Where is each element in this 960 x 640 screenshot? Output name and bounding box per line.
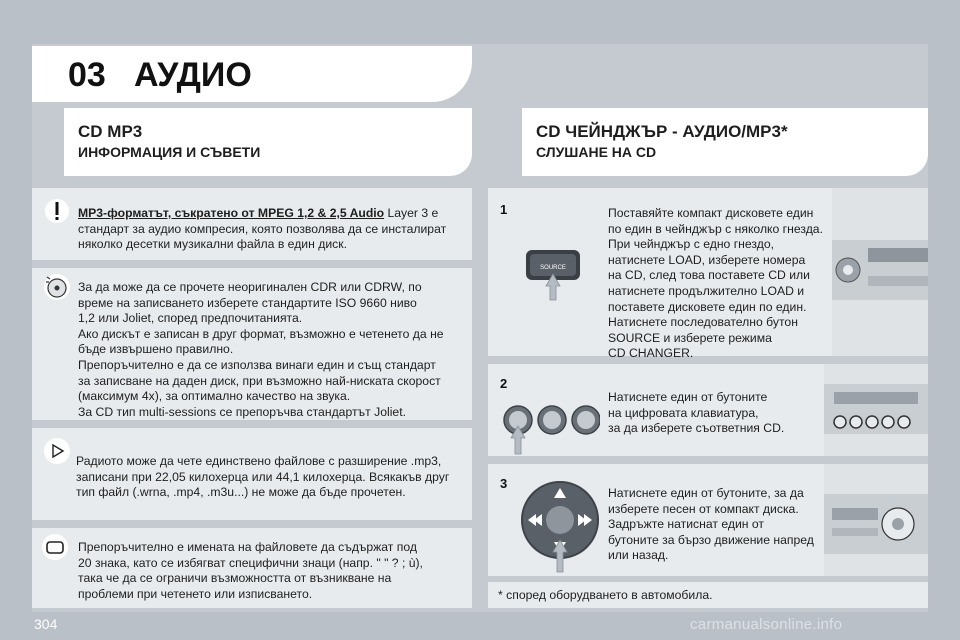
- radio-photo-2: [824, 364, 928, 456]
- radio-photo-1: [832, 188, 928, 356]
- step-1-line: Поставяйте компакт дисковете един: [608, 206, 814, 220]
- disc-icon: [42, 272, 72, 302]
- step-1-line: поставете дисковете един по един.: [608, 299, 807, 314]
- step-1-line: SOURCE и изберете режима: [608, 330, 772, 345]
- note-mp3-bold: MP3-форматът, съкратено от MPEG 1,2 & 2,5 Audio: [78, 206, 385, 220]
- note-cdr-line: време на записването изберете стандартите ISO 9660 ниво: [78, 295, 417, 310]
- step-1-line: CD CHANGER.: [608, 346, 694, 361]
- step-1-line: на CD, след това поставете CD или: [608, 268, 810, 283]
- note-file-names-text: [78, 540, 470, 602]
- step-3-number: 3: [500, 476, 508, 491]
- play-icon: [42, 436, 72, 466]
- note-cdr-line: бъде извършено правилно.: [78, 342, 234, 357]
- step-2-line: Натиснете един от бутоните: [608, 390, 768, 404]
- seek-pad-illustration: [518, 478, 602, 574]
- chapter-number: 03: [68, 56, 106, 94]
- note-mp3-line-2: няколко десетки музикални файла в един диск.: [78, 237, 347, 252]
- step-1-line: Натиснете последователно бутон: [608, 315, 798, 330]
- note-file-types: [32, 428, 472, 520]
- note-file-names-line: 20 знака, като се избягват специфични знаци (напр. " " ? ; ù),: [78, 555, 423, 570]
- note-cdr-line: За CD тип multi-sessions се препоръчва стандартът Joliet.: [78, 404, 406, 419]
- step-1-line: натиснете продължително LOAD и: [608, 283, 805, 298]
- step-1-number: 1: [500, 202, 508, 217]
- step-3-text: [608, 486, 834, 564]
- left-section-subtitle: ИНФОРМАЦИЯ И СЪВЕТИ: [78, 144, 261, 160]
- note-mp3-line-1: стандарт за аудио компресия, която позволява да се инсталират: [78, 221, 447, 236]
- source-button-illustration: [524, 246, 584, 302]
- note-file-types-text: [76, 454, 470, 501]
- note-file-names-line: проблеми при четенето или изписването.: [78, 586, 313, 601]
- numeric-keys-illustration: [500, 398, 600, 456]
- step-2-number: 2: [500, 376, 508, 391]
- note-cdr-line: за записване на даден диск, при възможно най-ниската скорост: [78, 373, 441, 388]
- step-3-line: Натиснете един от бутоните, за да: [608, 486, 804, 500]
- step-2-line: за да изберете съответния CD.: [608, 421, 785, 436]
- note-cdr-formats: [32, 268, 472, 420]
- file-icon: [40, 532, 70, 562]
- right-section-header: [522, 108, 928, 176]
- right-section-subtitle: СЛУШАНЕ НА CD: [536, 144, 657, 160]
- note-cdr-line: Препоръчително е да се използва винаги един и същ стандарт: [78, 357, 436, 372]
- note-file-types-line: тип файл (.wrna, .mp4, .m3u...) не може да бъде прочетен.: [76, 485, 406, 500]
- note-file-names-line: Препоръчително е имената на файловете да съдържат под: [78, 540, 417, 554]
- watermark: carmanualsonline.info: [690, 616, 843, 633]
- step-1-line: При чейнджър с едно гнездо,: [608, 237, 774, 252]
- page-number: 304: [34, 616, 58, 632]
- note-cdr-line: 1,2 или Joliet, според предпочитанията.: [78, 311, 303, 326]
- chapter-title: АУДИО: [134, 56, 252, 94]
- note-cdr-line: За да може да се прочете неоригинален CDR или CDRW, по: [78, 280, 422, 294]
- source-button-label: SOURCE: [540, 265, 566, 271]
- step-2-text: [608, 390, 828, 437]
- warning-icon: [42, 196, 72, 226]
- note-file-names-line: така че да се ограничи възможността от възникване на: [78, 571, 392, 586]
- left-section-title: CD MP3: [78, 122, 143, 141]
- step-3-line: Задръжте натиснат един от: [608, 517, 764, 532]
- left-section-header: [64, 108, 472, 176]
- note-cdr-line: (максимум 4x), за оптимално качество на звука.: [78, 389, 351, 404]
- step-1-line: натиснете LOAD, изберете номера: [608, 252, 806, 267]
- note-file-types-line: Радиото може да чете единствено файлове с разширение .mp3,: [76, 454, 442, 468]
- step-3-line: бутоните за бързо движение напред: [608, 532, 814, 547]
- note-file-types-line: записани при 22,05 килохерца или 44,1 килохерца. Всякакъв друг: [76, 469, 450, 484]
- step-1-text: [608, 206, 830, 362]
- note-mp3-text: [78, 206, 468, 253]
- note-file-names: [32, 528, 472, 608]
- radio-photo-3: [824, 464, 928, 576]
- note-cdr-line: Ако дискът е записан в друг формат, възможно е четенето да не: [78, 326, 444, 341]
- footnote-text: * според оборудването в автомобила.: [498, 588, 713, 602]
- note-mp3-format: [32, 188, 472, 260]
- step-1-line: по един в чейнджър с няколко гнезда.: [608, 221, 823, 236]
- right-section-title: CD ЧЕЙНДЖЪР - АУДИО/MP3*: [536, 122, 788, 141]
- step-3-line: или назад.: [608, 548, 669, 563]
- footnote: [488, 582, 928, 608]
- note-mp3-line-0: Layer 3 е: [384, 206, 439, 220]
- step-2-line: на цифровата клавиатура,: [608, 405, 759, 420]
- step-3-line: изберете песен от компакт диска.: [608, 501, 799, 516]
- note-cdr-text: [78, 280, 470, 420]
